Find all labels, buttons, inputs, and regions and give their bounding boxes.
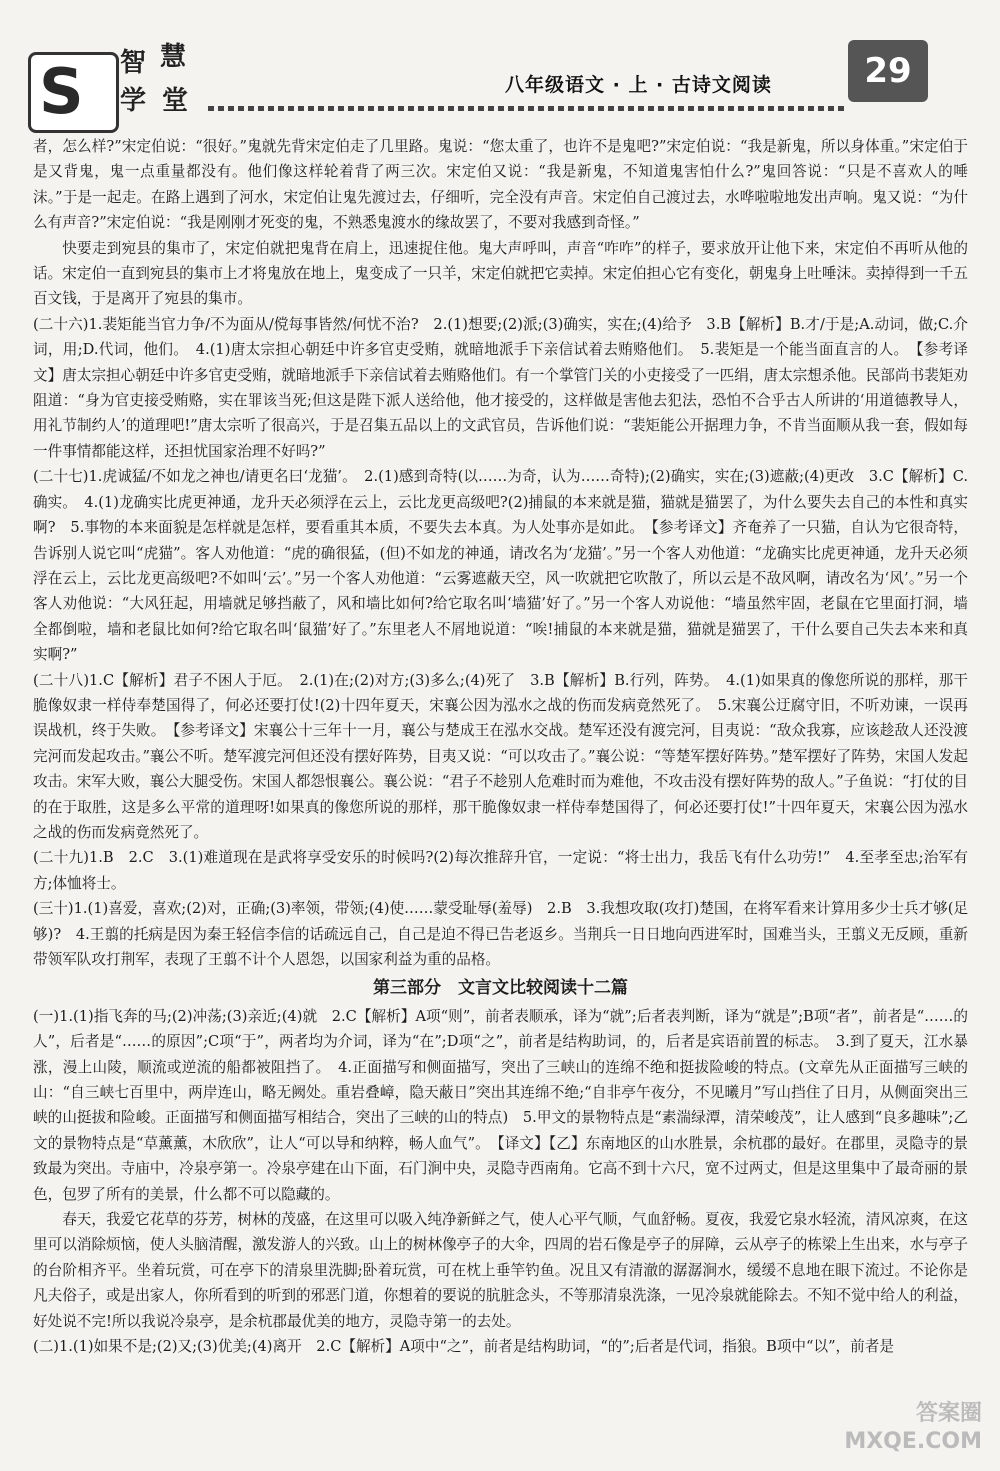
logo-char: 学 — [120, 86, 147, 116]
header-divider — [208, 106, 848, 111]
answer-block: (三十)1.(1)喜爱，喜欢;(2)对，正确;(3)率领，带领;(4)使……蒙受耻辱(羞辱) 2.B 3.我想攻取(攻打)楚国，在将军看来计算用多少士兵才够(足够)? 4.王翦的托病是因为秦王轻信李信的话疏远自己，自己是迫不得已告老返乡。当荆兵一日日地向西进军时，国难当头，王翦义无反顾，重新带领军队攻打荆军，表现了王翦不计个人恩怨，以国家利益为重的品格。 — [33, 900, 968, 968]
logo-char: 慧 — [160, 42, 187, 72]
page-title: 八年级语文 · 上 · 古诗文阅读 — [505, 74, 772, 96]
logo-char: 智 — [120, 48, 147, 78]
page-header — [0, 0, 1000, 135]
page-number: 29 — [848, 40, 928, 102]
logo-letter: S — [39, 55, 84, 128]
answer-block: (二十六)1.裴矩能当官力争/不为面从/傥每事皆然/何忧不治? 2.(1)想要;(2)派;(3)确实，实在;(4)给予 3.B【解析】B.才/于是;A.动词，做;C.介词，用;D.代词，他们。 4.(1)唐太宗担心朝廷中许多官吏受贿，就暗地派手下亲信试着去贿赂他们。 5.裴矩是一个能当面直言的人。 【参考译文】唐太宗担心朝廷中许多官吏受贿，就暗地派手下亲信试着去贿赂他们。有一个掌管门关的小吏接受了一匹绢，唐太宗想杀他。民部尚书裴矩劝阻道：“身为官吏接受贿赂，实在罪该当死;但这是陛下派人送给他，他才接受的，这样做是害他去犯法，恐怕不合乎古人所讲的‘用道德教导人，用礼节制约人’的道理吧!”唐太宗听了很高兴，于是召集五品以上的文武官员，告诉他们说：“裴矩能公开据理力争，不肯当面顺从我一套，假如每一件事情都能这样，还担忧国家治理不好吗?” — [33, 315, 968, 460]
answer-block: (二)1.(1)如果不是;(2)又;(3)优美;(4)离开 2.C【解析】A项中“之”，前者是结构助词，“的”;后者是代词，指狼。B项中“以”，前者是 — [33, 1338, 894, 1356]
answer-block: (二十七)1.虎诚猛/不如龙之神也/请更名曰‘龙猫’。 2.(1)感到奇特(以……为奇，认为……奇特);(2)确实，实在;(3)遮蔽;(4)更改 3.C【解析】C.确实。 4.(1)龙确实比虎更神通，龙升天必须浮在云上，云比龙更高级吧?(2)捕鼠的本来就是猫，猫就是猫罢了，为什么要失去自己的本性和真实啊? 5.事物的本来面貌是怎样就是怎样，要看重其本质，不要失去本真。为人处事亦是如此。 【参考译文】齐奄养了一只猫，自认为它很奇特，告诉别人说它叫“虎猫”。客人劝他道：“虎的确很猛，(但)不如龙的神通，请改名为‘龙猫’。”另一个客人劝他道：“龙确实比虎更神通，龙升天必须浮在云上，云比龙更高级吧?不如叫‘云’。”另一个客人劝他道：“云雾遮蔽天空，风一吹就把它吹散了，所以云是不敌风啊，请改名为‘风’。”另一个客人劝他说：“大风狂起，用墙就足够挡蔽了，风和墙比如何?给它取名叫‘墙猫’好了。”另一个客人劝说他：“墙虽然牢固，老鼠在它里面打洞，墙全都倒啦，墙和老鼠比如何?给它取名叫‘鼠猫’好了。”东里老人不屑地说道：“唉!捕鼠的本来就是猫，猫就是猫罢了，干什么要自己失去本来和真实啊?” — [33, 468, 968, 664]
logo-text — [120, 42, 210, 122]
answer-block: (一)1.(1)指飞奔的马;(2)冲荡;(3)亲近;(4)就 2.C【解析】A项“则”，前者表顺承，译为“就”;后者表判断，译为“就是”;B项“者”，前者是“……的人”，后者是“……的原因”;C项“于”，两者均为介词，译为“在”;D项“之”，前者是结构助词，的，后者是宾语前置的标志。 3.到了夏天，江水暴涨，漫上山陵，顺流或逆流的船都被阻挡了。 4.正面描写和侧面描写，突出了三峡山的连绵不绝和挺拔险峻的特点。(文章先从正面描写三峡的山：“自三峡七百里中，两岸连山，略无阙处。重岩叠嶂，隐天蔽日”突出其连绵不绝;“自非亭午夜分，不见曦月”写山挡住了日月，从侧面突出三峡的山挺拔和险峻。正面描写和侧面描写相结合，突出了三峡的山的特点) 5.甲文的景物特点是“素湍绿潭，清荣峻茂”，让人感到“良多趣味”;乙文的景物特点是“草薰薰，木欣欣”，让人“可以导和纳粹，畅人血气”。 【译文】【乙】东南地区的山水胜景，余杭郡的最好。在郡里，灵隐寺的景致最为突出。寺庙中，冷泉亭第一。冷泉亭建在山下面，石门涧中央，灵隐寺西南角。它高不到十六尺，宽不过两丈，但是这里集中了最奇丽的景色，包罗了所有的美景，什么都不可以隐藏的。 — [33, 1007, 968, 1203]
answer-block: (二十九)1.B 2.C 3.(1)难道现在是武将享受安乐的时候吗?(2)每次推辞升官，一定说：“将士出力，我岳飞有什么功劳!” 4.至孝至忠;治军有方;体恤将士。 — [33, 849, 968, 892]
answer-block: (二十八)1.C【解析】君子不困人于厄。 2.(1)在;(2)对方;(3)多么;(4)死了 3.B【解析】B.行列，阵势。 4.(1)如果真的像您所说的那样，那干脆像奴隶一样侍奉楚国得了，何必还要打仗!(2)十四年夏天，宋襄公因为泓水之战的伤而发病竟然死了。 5.宋襄公迂腐守旧，不听劝谏，一误再误战机，终于失败。 【参考译文】宋襄公十三年十一月，襄公与楚成王在泓水交战。楚军还没有渡完河，目夷说：“敌众我寡，应该趁敌人还没渡完河而发起攻击。”襄公不听。楚军渡完河但还没有摆好阵势，目夷又说：“可以攻击了。”襄公说：“等楚军摆好阵势。”楚军摆好了阵势，宋国人发起攻击。宋军大败，襄公大腿受伤。宋国人都怨恨襄公。襄公说：“君子不趁别人危难时而为难他，不攻击没有摆好阵势的敌人。”子鱼说：“打仗的目的在于取胜，这是多么平常的道理呀!如果真的像您所说的那样，那干脆像奴隶一样侍奉楚国得了，何必还要打仗!”十四年夏天，宋襄公因为泓水之战的伤而发病竟然死了。 — [33, 671, 968, 841]
paragraph: 快要走到宛县的集市了，宋定伯就把鬼背在肩上，迅速捉住他。鬼大声呼叫，声音“咋咋”的样子，要求放开让他下来，宋定伯不再听从他的话。宋定伯一直到宛县的集市上才将鬼放在地上，鬼变成了一只羊，宋定伯就把它卖掉。宋定伯担心它有变化，朝鬼身上吐唾沫。卖掉得到一千五百文钱，于是离开了宛县的集市。 — [33, 239, 968, 308]
watermark: 答案圈 MXQE.COM — [844, 1401, 982, 1454]
paragraph: 者，怎么样?”宋定伯说：“很好。”鬼就先背宋定伯走了几里路。鬼说：“您太重了，也许不是鬼吧?”宋定伯说：“我是新鬼，所以身体重。”宋定伯于是又背鬼，鬼一点重量都没有。他们像这样轮着背了两三次。宋定伯又说：“我是新鬼，不知道鬼害怕什么?”鬼回答说：“只是不喜欢人的唾沫。”于是一起走。在路上遇到了河水，宋定伯让鬼先渡过去，仔细听，完全没有声音。宋定伯自己渡过去，水哗啦啦地发出声响。鬼又说：“为什么有声音?”宋定伯说：“我是刚刚才死变的鬼，不熟悉鬼渡水的缘故罢了，不要对我感到奇怪。” — [33, 138, 968, 232]
section-title: 第三部分 文言文比较阅读十二篇 — [373, 978, 628, 999]
answer-content — [33, 134, 968, 1360]
brand-logo — [28, 52, 119, 133]
paragraph: 春天，我爱它花草的芬芳，树林的茂盛，在这里可以吸入纯净新鲜之气，使人心平气顺，气血舒畅。夏夜，我爱它泉水轻流，清风凉爽，在这里可以消除烦恼，使人头脑清醒，激发游人的兴致。山上的树林像亭子的大伞，四周的岩石像是亭子的屏障，云从亭子的栋梁上生出来，水与亭子的台阶相齐平。坐着玩赏，可在亭下的清泉里洗脚;卧着玩赏，可在枕上垂竿钓鱼。况且又有清澈的潺潺涧水，缓缓不息地在眼下流过。不论你是凡夫俗子，或是出家人，你所看到的听到的邪恶门道，你想着的要说的肮脏念头，不等那清泉洗涤，一见冷泉就能除去。不知不觉中给人的利益，好处说不完!所以我说冷泉亭，是余杭郡最优美的地方，灵隐寺第一的去处。 — [33, 1211, 968, 1330]
logo-char: 堂 — [162, 86, 189, 116]
